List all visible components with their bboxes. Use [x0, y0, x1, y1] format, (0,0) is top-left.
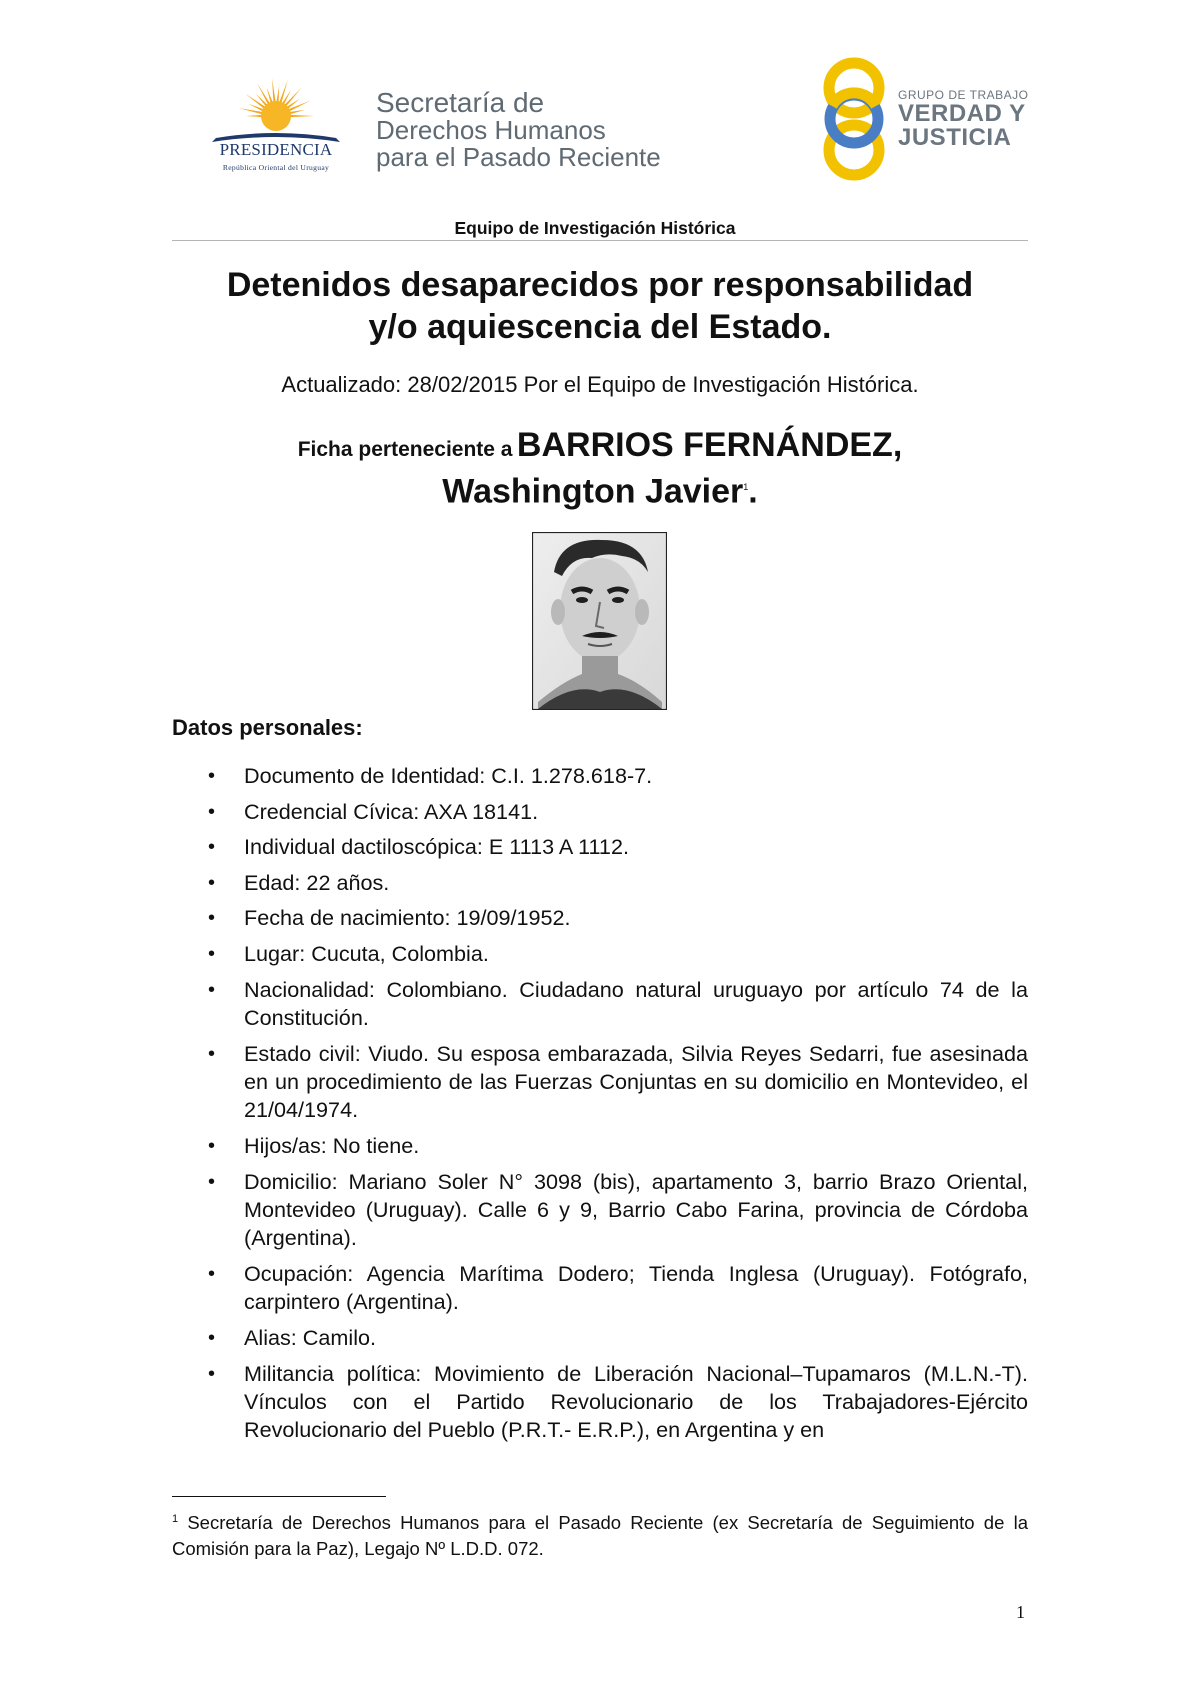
list-item: • Nacionalidad: Colombiano. Ciudadano natural uruguayo por artículo 74 de la Constitución. [172, 976, 1028, 1033]
ficha-end: . [748, 472, 758, 511]
updated-note: Actualizado: 28/02/2015 Por el Equipo de Investigación Histórica. [281, 372, 919, 397]
footnote [172, 1506, 1028, 1562]
sun-ray [276, 86, 279, 102]
portrait-photo [532, 532, 667, 710]
sun-ray [290, 115, 314, 117]
list-item: • Militancia política: Movimiento de Liberación Nacional–Tupamaros (M.L.N.-T). Vínculos con el Partido Revolucionario de los Trabajadores-Ejército Revolucionario del Pueblo (P.R.T.- E.R.P.), en Argentina y en [172, 1360, 1028, 1445]
ficha-heading [150, 424, 1050, 512]
list-item: • Fecha de nacimiento: 19/09/1952. [172, 904, 1028, 932]
section-heading: Datos personales: [172, 715, 363, 740]
list-item: • Documento de Identidad: C.I. 1.278.618-7. [172, 762, 1028, 790]
list-item: • Hijos/as: No tiene. [172, 1132, 1028, 1160]
page-title [130, 264, 1070, 348]
list-item: • Ocupación: Agencia Marítima Dodero; Tienda Inglesa (Uruguay). Fotógrafo, carpintero (Argentina). [172, 1260, 1028, 1317]
ficha-given-name: Washington Javier [442, 472, 744, 511]
verdad-label: VERDAD Y [898, 100, 1026, 127]
page-title-line-2: y/o aquiescencia del Estado. [368, 308, 832, 346]
secretaria-wordmark [376, 88, 661, 171]
list-item: • Domicilio: Mariano Soler N° 3098 (bis), apartamento 3, barrio Brazo Oriental, Montevideo (Uruguay). Calle 6 y 9, Barrio Cabo Farina, provincia de Córdoba (Argentina). [172, 1168, 1028, 1253]
sun-ray [288, 101, 310, 112]
presidencia-wordmark: PRESIDENCIA [219, 140, 333, 159]
ficha-prefix: Ficha perteneciente a [297, 438, 513, 461]
verdad-justicia-wordmark [898, 88, 1028, 150]
grupo-trabajo-label: GRUPO DE TRABAJO [898, 88, 1029, 102]
justicia-label: JUSTICIA [898, 124, 1012, 151]
presidencia-subtitle: República Oriental del Uruguay [222, 163, 330, 172]
sun-ray [289, 110, 305, 114]
sun-ray [287, 98, 301, 108]
list-item: • Edad: 22 años. [172, 869, 1028, 897]
footnote-divider [172, 1496, 386, 1497]
sun-ray [246, 115, 262, 117]
personal-data-list [172, 762, 1028, 1452]
secretaria-line-2: Derechos Humanos [376, 115, 606, 145]
equipo-header: Equipo de Investigación Histórica [454, 218, 736, 238]
footnote-text: Secretaría de Derechos Humanos para el Pasado Reciente (ex Secretaría de Seguimiento de la Comisión para la Paz), Legajo Nº L.D.D. 072. [172, 1512, 1028, 1560]
footnote-number: 1 [172, 1513, 179, 1525]
secretaria-line-1: Secretaría de [376, 87, 545, 118]
list-item: • Credencial Cívica: AXA 18141. [172, 798, 1028, 826]
list-item: • Lugar: Cucuta, Colombia. [172, 940, 1028, 968]
header-divider [172, 240, 1028, 241]
page-number: 1 [1016, 1602, 1025, 1622]
sun-ray [279, 80, 287, 103]
footnote-ref[interactable]: 1 [743, 482, 749, 492]
page-title-line-1: Detenidos desaparecidos por responsabilidad [226, 266, 974, 304]
list-item: • Individual dactiloscópica: E 1113 A 1112. [172, 833, 1028, 861]
list-item: • Estado civil: Viudo. Su esposa embarazada, Silvia Reyes Sedarri, fue asesinada en un procedimiento de las Fuerzas Conjuntas en su domicilio en Montevideo, el 21/04/1974. [172, 1040, 1028, 1125]
list-item: • Alias: Camilo. [172, 1324, 1028, 1352]
sun-ray [256, 94, 268, 107]
sun-ray [272, 78, 276, 102]
portrait-icon [532, 532, 667, 710]
secretaria-line-3: para el Pasado Reciente [376, 142, 661, 172]
ficha-surname: BARRIOS FERNÁNDEZ, [516, 426, 903, 464]
